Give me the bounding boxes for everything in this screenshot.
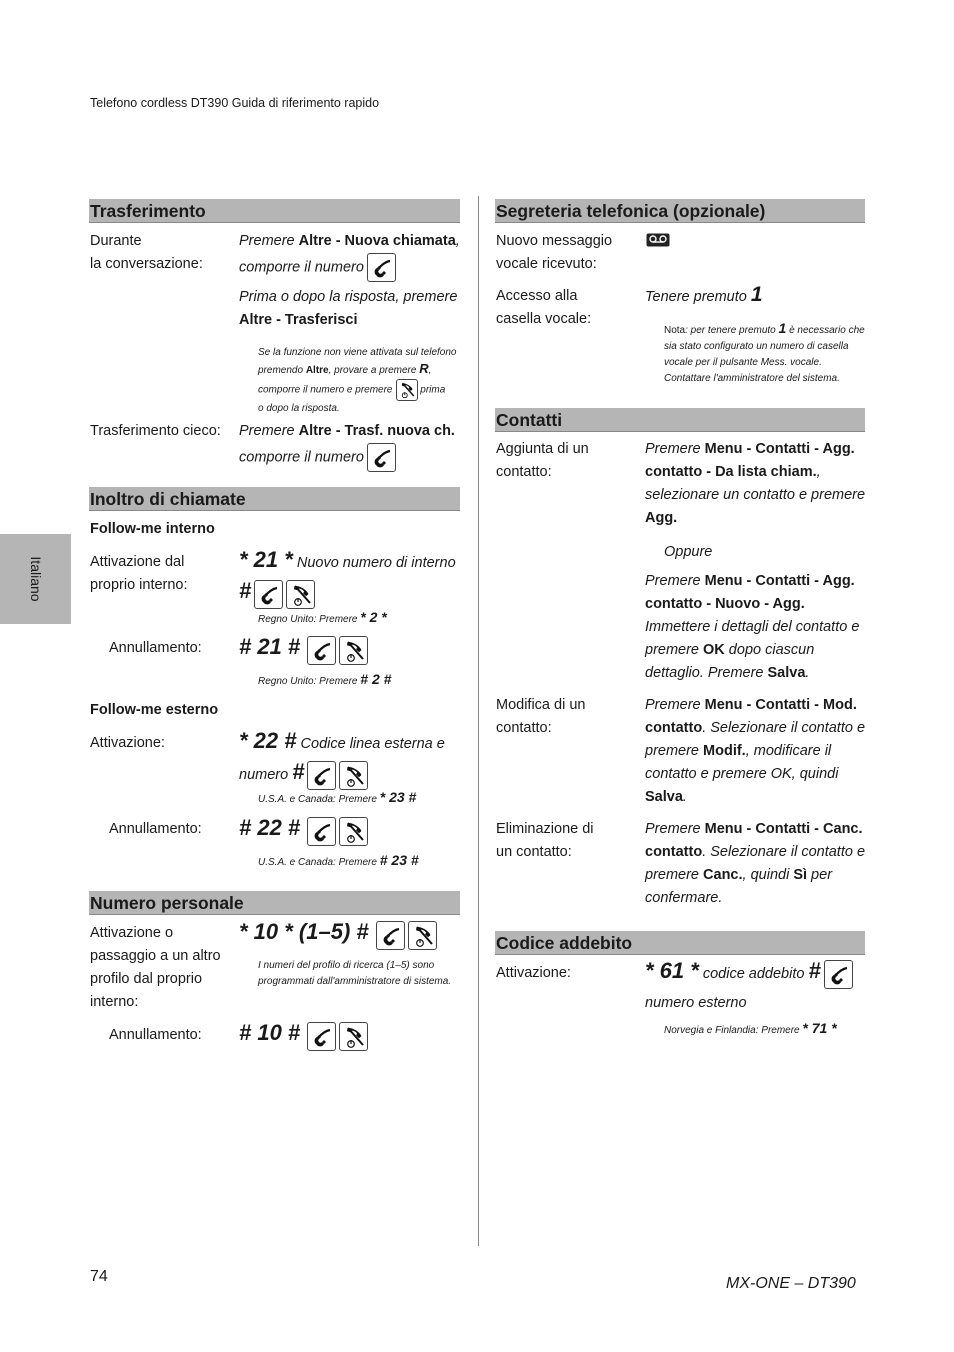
contatti-delete-label: Eliminazione di un contatto: — [496, 821, 594, 860]
off-hook-phone-icon — [824, 960, 853, 989]
side-tab-label: Italiano — [28, 556, 44, 602]
trasf-label-during: Durante la conversazione: — [90, 233, 203, 272]
trasf-note: Se la funzione non viene attivata sul telefono premendo Altre, provare a premere R, comporre il numero e premere prima o dopo la risposta. — [258, 347, 457, 414]
addebito-note: Norvegia e Finlandia: Premere * 71 * — [664, 1020, 837, 1036]
section-codice-addebito-title: Codice addebito — [495, 931, 865, 955]
contatti-add-new-text: Premere Menu - Contatti - Agg. contatto - Nuovo - Agg. Immettere i dettagli del contatto e premere OK dopo ciascun dettaglio. Premere Salva. — [645, 573, 860, 681]
contatti-modify-text: Premere Menu - Contatti - Mod. contatto. Selezionare il contatto e premere Modif., modificare il contatto e premere OK, quindi Salva. — [645, 697, 866, 805]
follow-me-external-us-note: U.S.A. e Canada: Premere * 23 # — [258, 789, 417, 805]
addebito-code: * 61 * codice addebito # numero esterno — [645, 957, 853, 1017]
page-number: 74 — [90, 1268, 108, 1285]
section-contatti-title: Contatti — [495, 408, 865, 432]
trasf-transfer-text: Prima o dopo la risposta, premere Altre - Trasferisci — [239, 289, 458, 328]
follow-me-internal-uk-note: Regno Unito: Premere * 2 * — [258, 609, 387, 625]
on-hook-power-icon — [408, 921, 437, 950]
section-segreteria-title: Segreteria telefonica (opzionale) — [495, 199, 865, 223]
on-hook-power-icon — [339, 817, 368, 846]
numero-code: * 10 * (1–5) # — [239, 917, 437, 950]
trasf-blind-text: Premere Altre - Trasf. nuova ch. comporre il numero — [239, 420, 455, 472]
on-hook-power-icon — [339, 761, 368, 790]
on-hook-power-icon — [339, 636, 368, 665]
off-hook-phone-icon — [367, 443, 396, 472]
trasf-new-call-text: Premere Altre - Nuova chiamata, comporre il numero — [239, 230, 460, 282]
section-numero-personale-title: Numero personale — [89, 891, 460, 915]
on-hook-power-icon — [339, 1022, 368, 1051]
off-hook-phone-icon — [376, 921, 405, 950]
follow-me-external-title: Follow-me esterno — [90, 702, 219, 718]
contatti-add-label: Aggiunta di un contatto: — [496, 441, 589, 480]
voicemail-icon — [646, 233, 670, 252]
numero-cancel-label: Annullamento: — [109, 1027, 202, 1043]
follow-me-internal-label: Attivazione dal proprio interno: — [90, 554, 188, 593]
follow-me-external-code: * 22 # Codice linea esterna e numero # — [239, 727, 445, 790]
follow-me-external-cancel-code: # 22 # — [239, 813, 368, 846]
follow-me-internal-cancel-label: Annullamento: — [109, 640, 202, 656]
off-hook-phone-icon — [367, 253, 396, 282]
off-hook-phone-icon — [307, 1022, 336, 1051]
addebito-label: Attivazione: — [496, 965, 571, 981]
follow-me-external-cancel-us-note: U.S.A. e Canada: Premere # 23 # — [258, 852, 419, 868]
footer-model: MX-ONE – DT390 — [726, 1275, 856, 1292]
numero-cancel-code: # 10 # — [239, 1018, 368, 1051]
segreteria-access-text: Tenere premuto 1 — [645, 283, 763, 306]
segreteria-new-message-label: Nuovo messaggio vocale ricevuto: — [496, 233, 613, 272]
follow-me-internal-cancel-uk-note: Regno Unito: Premere # 2 # — [258, 671, 392, 687]
page-header: Telefono cordless DT390 Guida di riferimento rapido — [90, 96, 380, 110]
section-trasferimento-title: Trasferimento — [89, 199, 460, 223]
follow-me-internal-title: Follow-me interno — [90, 521, 215, 537]
contatti-modify-label: Modifica di un contatto: — [496, 697, 586, 736]
numero-label: Attivazione o passaggio a un altro profilo dal proprio interno: — [90, 925, 221, 1010]
follow-me-internal-code: * 21 * Nuovo numero di interno # — [239, 546, 456, 609]
trasf-blind-label: Trasferimento cieco: — [90, 423, 221, 439]
language-side-tab — [0, 534, 71, 624]
off-hook-phone-icon — [307, 817, 336, 846]
on-hook-power-icon — [286, 580, 315, 609]
follow-me-internal-cancel-code: # 21 # — [239, 632, 368, 665]
off-hook-phone-icon — [254, 580, 283, 609]
follow-me-external-cancel-label: Annullamento: — [109, 821, 202, 837]
numero-note: I numeri del profilo di ricerca (1–5) sono programmati dall'amministratore di sistema. — [258, 960, 452, 987]
contatti-oppure: Oppure — [664, 544, 713, 560]
segreteria-note: Nota: per tenere premuto 1 è necessario che sia stato configurato un numero di casella vocale per il pulsante Mess. vocale. Contattare l'amministratore del sistema. — [664, 320, 865, 384]
off-hook-phone-icon — [307, 761, 336, 790]
on-hook-power-icon — [396, 379, 418, 401]
contatti-add-text: Premere Menu - Contatti - Agg. contatto - Da lista chiam., selezionare un contatto e premere Agg. — [645, 441, 866, 526]
contatti-delete-text: Premere Menu - Contatti - Canc. contatto. Selezionare il contatto e premere Canc., quindi Sì per confermare. — [645, 821, 866, 906]
follow-me-external-label: Attivazione: — [90, 735, 165, 751]
off-hook-phone-icon — [307, 636, 336, 665]
section-inoltro-title: Inoltro di chiamate — [89, 487, 460, 511]
segreteria-access-label: Accesso alla casella vocale: — [496, 288, 592, 327]
column-divider — [478, 196, 479, 1246]
